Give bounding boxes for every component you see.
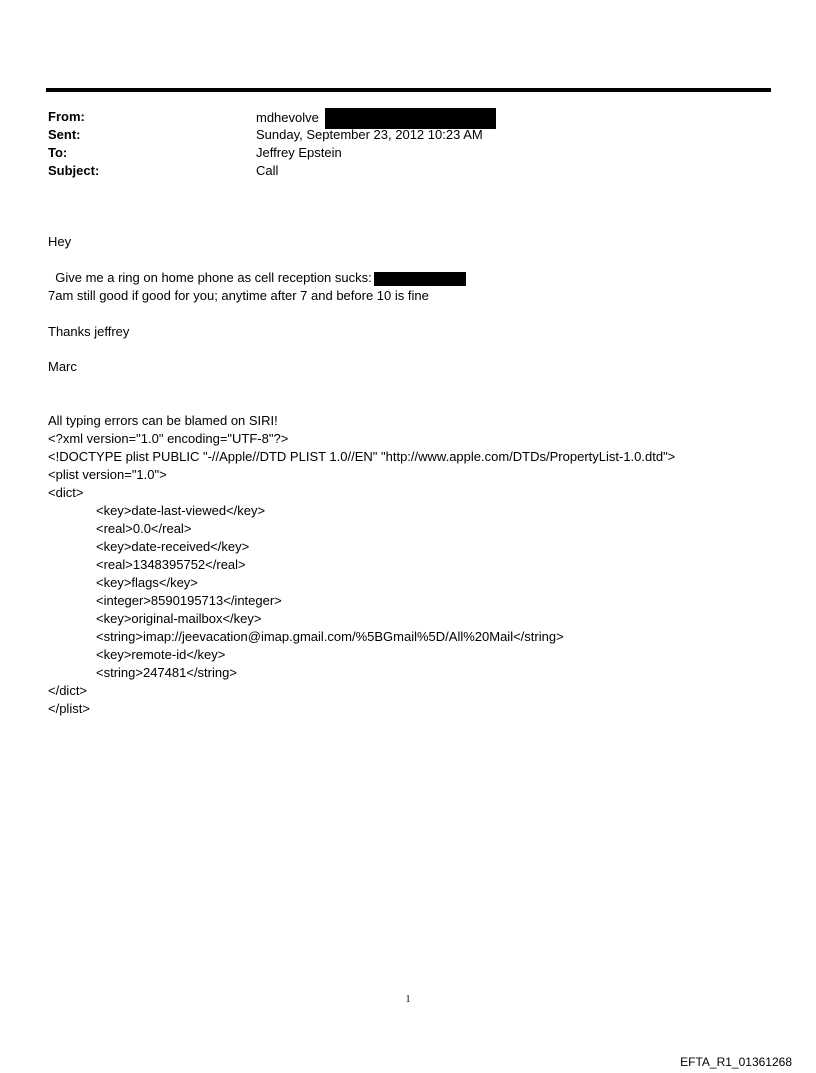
plist-line: <!DOCTYPE plist PUBLIC "-//Apple//DTD PLIST 1.0//EN" "http://www.apple.com/DTDs/PropertyList-1.0.dtd">: [48, 449, 676, 464]
body-line-1-text: Give me a ring on home phone as cell reception sucks:: [55, 270, 372, 285]
plist-line: <integer>8590195713</integer>: [96, 593, 282, 608]
from-name: mdhevolve: [256, 109, 319, 125]
plist-line: <key>flags</key>: [96, 575, 198, 590]
page-number: 1: [405, 994, 411, 1005]
plist-line: <dict>: [48, 485, 84, 500]
body-signature: Marc: [48, 359, 77, 374]
to-value: Jeffrey Epstein: [256, 145, 342, 160]
plist-line: </plist>: [48, 701, 90, 716]
plist-line: <?xml version="1.0" encoding="UTF-8"?>: [48, 431, 289, 446]
from-label: From:: [48, 109, 85, 124]
body-footer: All typing errors can be blamed on SIRI!: [48, 413, 278, 428]
to-label: To:: [48, 145, 68, 160]
plist-line: <plist version="1.0">: [48, 467, 167, 482]
plist-line: <key>date-received</key>: [96, 539, 250, 554]
sent-value: Sunday, September 23, 2012 10:23 AM: [256, 127, 483, 142]
plist-line: </dict>: [48, 683, 88, 698]
header-rule: [46, 88, 771, 92]
plist-line: <key>remote-id</key>: [96, 647, 226, 662]
plist-line: <real>1348395752</real>: [96, 557, 246, 572]
plist-line: <key>original-mailbox</key>: [96, 611, 262, 626]
body-line-1: [48, 251, 466, 287]
body-greeting: Hey: [48, 234, 72, 249]
sent-label: Sent:: [48, 127, 81, 142]
redaction-block: [374, 272, 466, 286]
plist-line: <string>imap://jeevacation@imap.gmail.com/%5BGmail%5D/All%20Mail</string>: [96, 629, 564, 644]
subject-label: Subject:: [48, 163, 100, 178]
body-line-2: 7am still good if good for you; anytime after 7 and before 10 is fine: [48, 288, 429, 303]
plist-line: <key>date-last-viewed</key>: [96, 503, 266, 518]
plist-line: <string>247481</string>: [96, 665, 237, 680]
bates-number: EFTA_R1_01361268: [680, 1055, 792, 1069]
body-line-3: Thanks jeffrey: [48, 324, 130, 339]
subject-value: Call: [256, 163, 279, 178]
plist-line: <real>0.0</real>: [96, 521, 192, 536]
